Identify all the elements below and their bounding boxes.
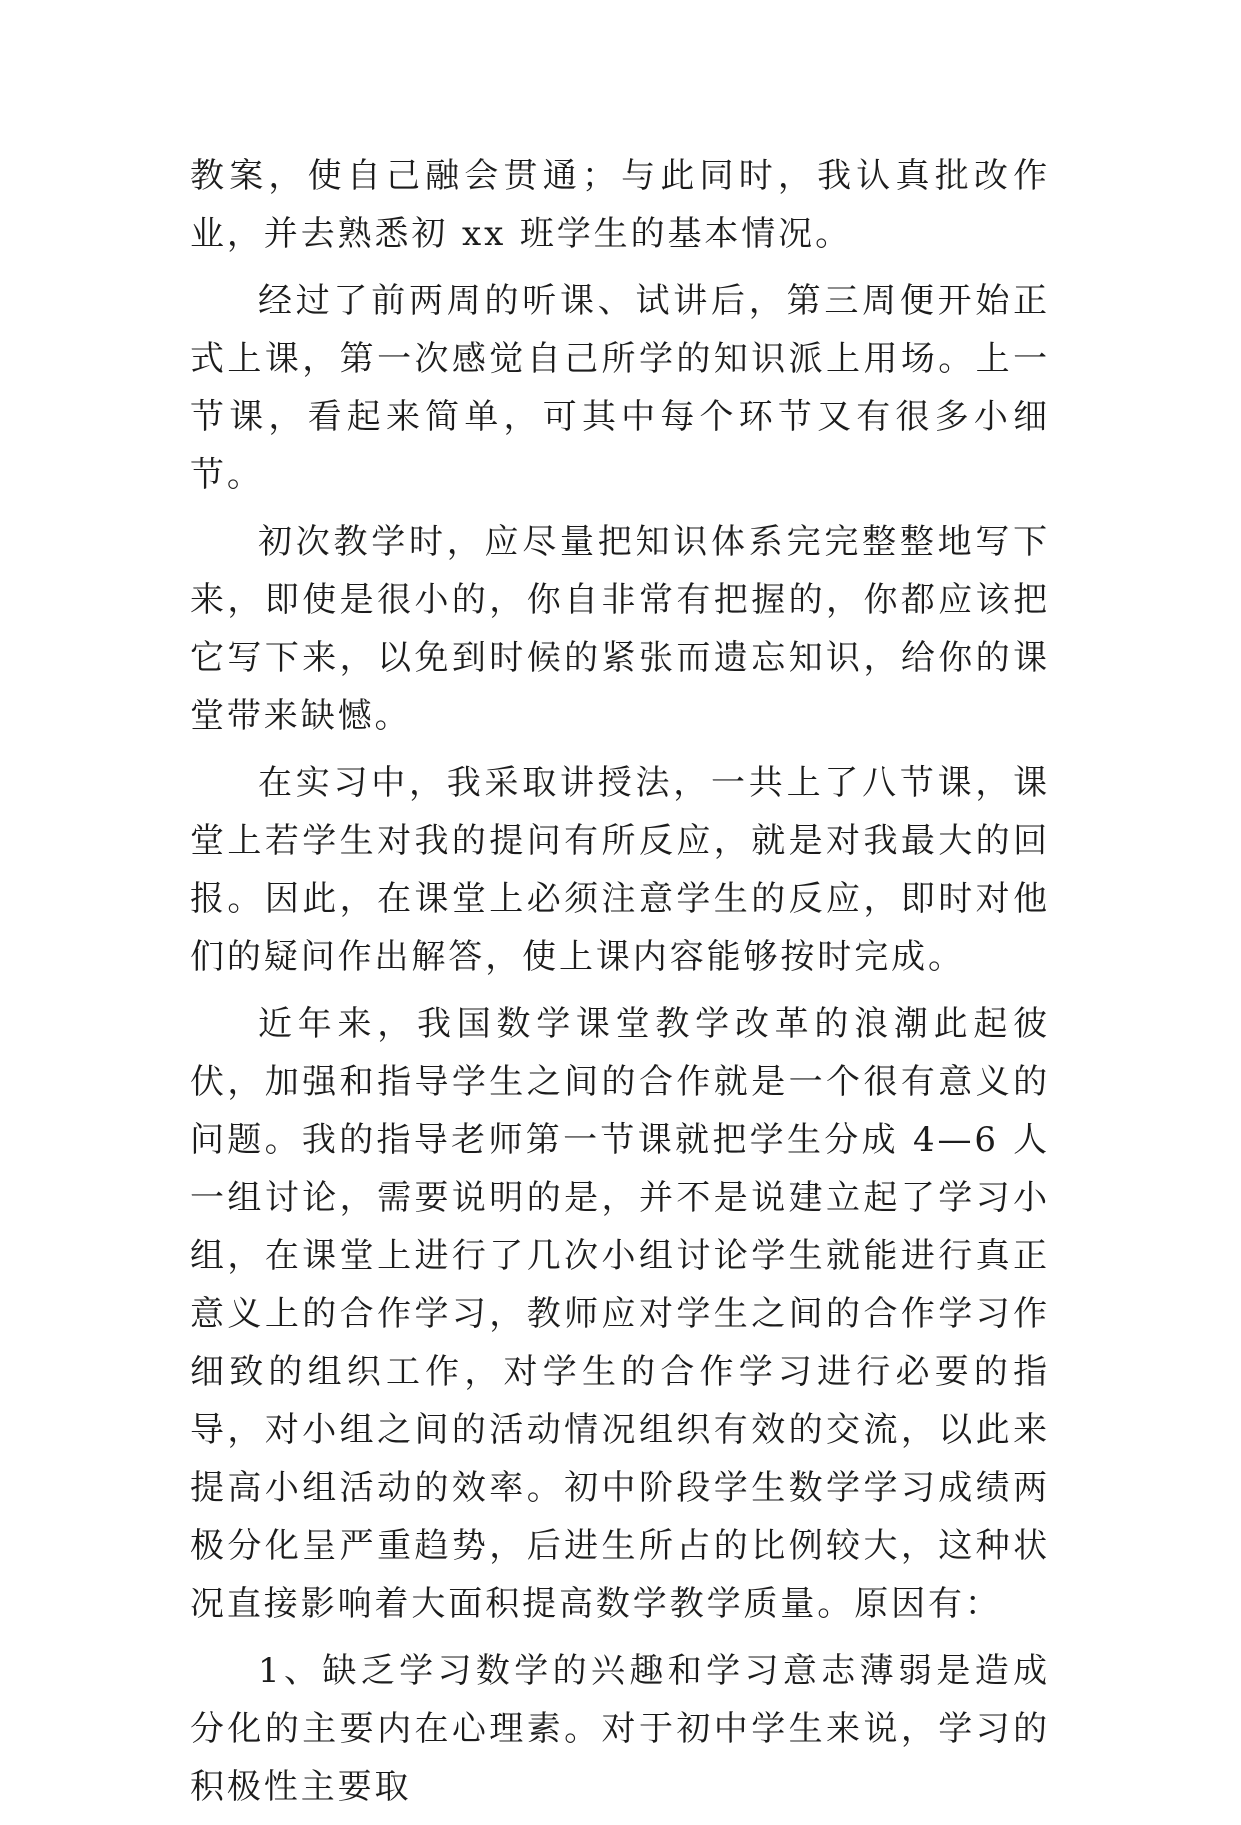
paragraph: 1、缺乏学习数学的兴趣和学习意志薄弱是造成分化的主要内在心理素。对于初中学生来说，学习的积极性主要取 [190, 1651, 1050, 1807]
paragraph: 在实习中，我采取讲授法，一共上了八节课，课堂上若学生对我的提问有所反应，就是对我最大的回报。因此，在课堂上必须注意学生的反应，即时对他们的疑问作出解答，使上课内容能够按时完成。 [190, 763, 1050, 977]
paragraph: 初次教学时，应尽量把知识体系完完整整地写下来，即使是很小的，你自非常有把握的，你都应该把它写下来，以免到时候的紧张而遗忘知识，给你的课堂带来缺憾。 [190, 522, 1050, 736]
paragraph: 经过了前两周的听课、试讲后，第三周便开始正式上课，第一次感觉自己所学的知识派上用场。上一节课，看起来简单，可其中每个环节又有很多小细节。 [190, 281, 1050, 495]
document-body [190, 147, 1050, 1825]
paragraph-continued: 教案，使自己融会贯通；与此同时，我认真批改作业，并去熟悉初 xx 班学生的基本情况。 [190, 156, 1050, 254]
paragraph: 近年来，我国数学课堂教学改革的浪潮此起彼伏，加强和指导学生之间的合作就是一个很有意义的问题。我的指导老师第一节课就把学生分成 4—6 人一组讨论，需要说明的是，并不是说建立起了学习小组，在课堂上进行了几次小组讨论学生就能进行真正意义上的合作学习，教师应对学生之间的合作学习作细致的组织工作，对学生的合作学习进行必要的指导，对小组之间的活动情况组织有效的交流，以此来提高小组活动的效率。初中阶段学生数学学习成绩两极分化呈严重趋势，后进生所占的比例较大，这种状况直接影响着大面积提高数学教学质量。原因有： [190, 1004, 1050, 1624]
